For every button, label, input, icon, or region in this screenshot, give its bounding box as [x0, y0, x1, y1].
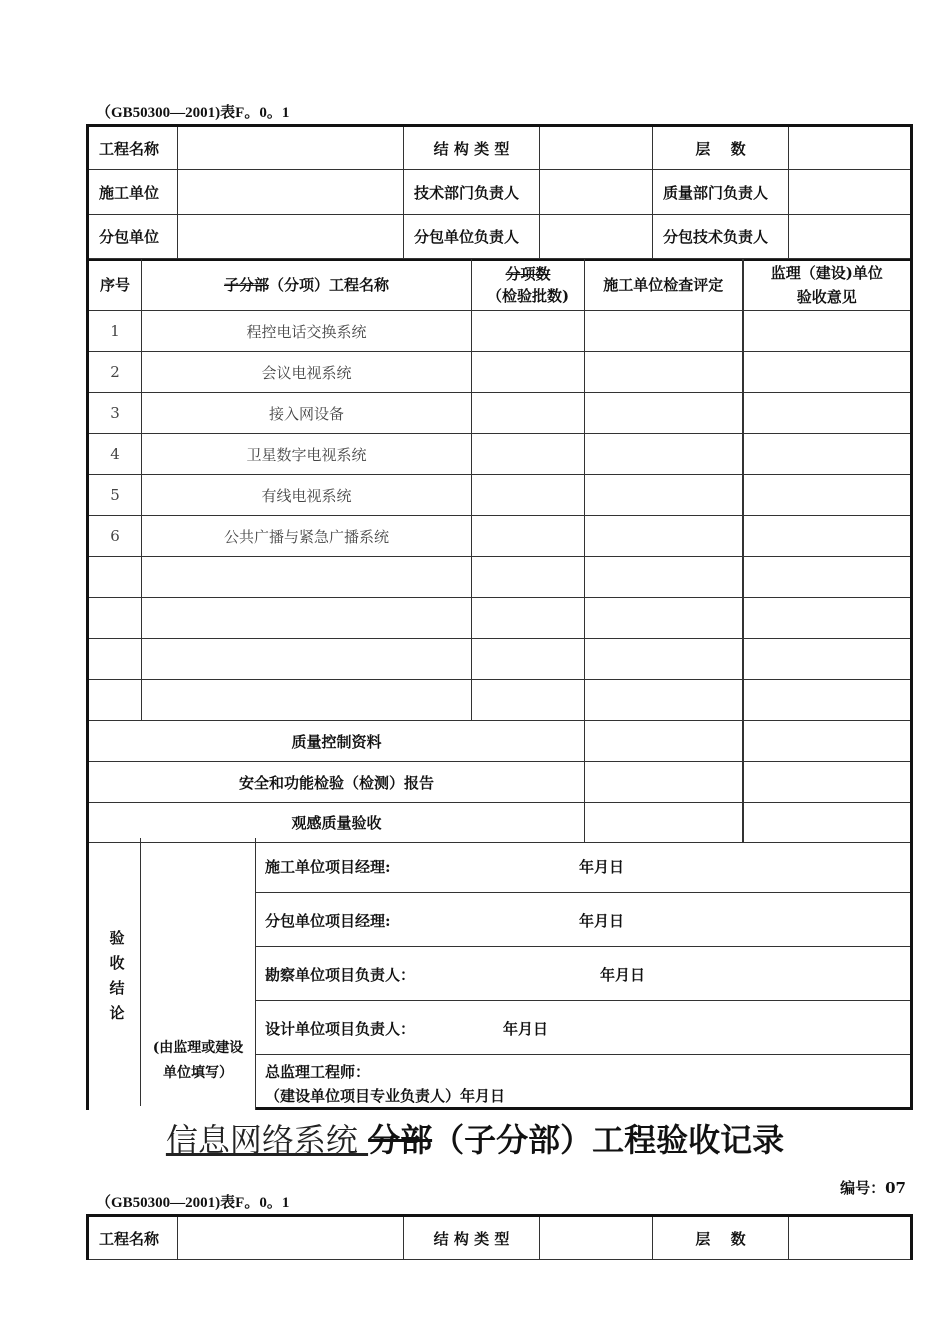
col-header-count — [472, 259, 585, 311]
signature-date: 年月日 — [579, 912, 625, 930]
row-no: 1 — [88, 311, 142, 352]
quality-head-label: 质量部门负责人 — [653, 170, 789, 215]
project-name-value[interactable] — [178, 126, 404, 170]
project-name-label: 工程名称 — [88, 1216, 178, 1260]
row-no: 4 — [88, 434, 142, 475]
row-count-cell[interactable] — [472, 680, 585, 721]
subcontract-tech-head-label: 分包技术负责人 — [653, 215, 789, 260]
row-supervision-cell[interactable] — [743, 598, 912, 639]
row-count-cell[interactable] — [472, 557, 585, 598]
row-no: 5 — [88, 475, 142, 516]
row-supervision-cell[interactable] — [743, 557, 912, 598]
project-name-label: 工程名称 — [88, 126, 178, 170]
table-row-empty — [88, 557, 912, 598]
row-check-cell[interactable] — [585, 393, 743, 434]
row-no-empty[interactable] — [88, 598, 142, 639]
conclusion-char: 收 — [109, 954, 125, 972]
table-row — [88, 311, 912, 352]
row-name: 接入网设备 — [142, 393, 472, 434]
row-supervision-cell[interactable] — [743, 311, 912, 352]
signature-label: 分包单位项目经理: — [265, 912, 391, 930]
table-row-empty — [88, 598, 912, 639]
subcontract-head-label: 分包单位负责人 — [404, 215, 540, 260]
title-rest: （子分部）工程验收记录 — [432, 1121, 785, 1159]
items-table — [86, 258, 913, 843]
conclusion-char: 论 — [109, 1004, 125, 1022]
conclusion-char: 验 — [109, 929, 125, 947]
structure-type-label: 结 构 类 型 — [404, 1216, 540, 1260]
row-name-empty[interactable] — [142, 680, 472, 721]
serial-number: 编号：07 — [840, 1179, 906, 1197]
signature-date: 年月日 — [600, 966, 646, 984]
signature-label: 设计单位项目负责人： — [265, 1020, 416, 1038]
row-supervision-cell[interactable] — [743, 352, 912, 393]
table-row — [88, 434, 912, 475]
safety-report-supervision[interactable] — [743, 762, 912, 803]
signature-row — [256, 838, 910, 893]
header-table — [86, 124, 913, 261]
project-name-value[interactable] — [178, 1216, 404, 1260]
col-header-name-rest: （分项）工程名称 — [269, 276, 390, 294]
signature-label: 施工单位项目经理: — [265, 858, 391, 876]
table-row — [88, 352, 912, 393]
signature-row — [256, 892, 910, 947]
row-supervision-cell[interactable] — [743, 434, 912, 475]
col-header-supervision — [743, 259, 912, 311]
row-supervision-cell[interactable] — [743, 680, 912, 721]
quality-head-value[interactable] — [789, 170, 912, 215]
signature-date: 年月日 — [503, 1020, 549, 1038]
signature-row — [256, 1000, 910, 1055]
construction-unit-value[interactable] — [178, 170, 404, 215]
floors-label: 层 数 — [653, 1216, 789, 1260]
chief-engineer-row — [265, 1060, 505, 1108]
row-count-cell[interactable] — [472, 516, 585, 557]
second-form-title — [0, 1115, 950, 1161]
table-row-empty — [88, 639, 912, 680]
row-no-empty[interactable] — [88, 680, 142, 721]
subcontract-unit-value[interactable] — [178, 215, 404, 260]
structure-type-label: 结 构 类 型 — [404, 126, 540, 170]
floors-value[interactable] — [789, 1216, 912, 1260]
row-no-empty[interactable] — [88, 557, 142, 598]
appearance-check[interactable] — [585, 803, 743, 843]
safety-report-label: 安全和功能检验（检测）报告 — [88, 762, 585, 803]
row-name-empty[interactable] — [142, 639, 472, 680]
appearance-supervision[interactable] — [743, 803, 912, 843]
row-count-cell[interactable] — [472, 598, 585, 639]
col-header-count-sub: （检验批数) — [486, 286, 570, 305]
row-supervision-cell[interactable] — [743, 516, 912, 557]
table-row — [88, 393, 912, 434]
conclusion-section — [86, 838, 910, 1110]
row-supervision-cell[interactable] — [743, 393, 912, 434]
col-header-supervision-line2: 验收意见 — [796, 287, 857, 306]
row-no: 3 — [88, 393, 142, 434]
col-header-supervision-line1: 监理（建设)单位 — [770, 263, 883, 282]
row-check-cell[interactable] — [585, 639, 743, 680]
row-name: 有线电视系统 — [142, 475, 472, 516]
standard-reference-2: （GB50300—2001)表F。0。1 — [96, 1195, 290, 1211]
table-row-empty — [88, 680, 912, 721]
row-no: 6 — [88, 516, 142, 557]
row-name: 公共广播与紧急广播系统 — [142, 516, 472, 557]
row-check-cell[interactable] — [585, 475, 743, 516]
signature-label: 勘察单位项目负责人： — [265, 966, 416, 984]
fill-note-line2: 单位填写） — [163, 1065, 233, 1081]
row-check-cell[interactable] — [585, 434, 743, 475]
col-header-name — [142, 259, 472, 311]
structure-type-value[interactable] — [540, 126, 653, 170]
row-name: 会议电视系统 — [142, 352, 472, 393]
tech-head-value[interactable] — [540, 170, 653, 215]
appearance-label: 观感质量验收 — [88, 803, 585, 843]
chief-engineer-line2: （建设单位项目专业负责人）年月日 — [265, 1087, 506, 1105]
floors-label: 层 数 — [653, 126, 789, 170]
fill-note-line1: (由监理或建设 — [152, 1040, 244, 1056]
row-check-cell[interactable] — [585, 516, 743, 557]
quality-docs-label: 质量控制资料 — [88, 721, 585, 762]
signature-date: 年月日 — [579, 858, 625, 876]
safety-report-check[interactable] — [585, 762, 743, 803]
fill-note — [141, 1036, 255, 1086]
chief-engineer-line1: 总监理工程师： — [265, 1063, 371, 1081]
row-check-cell[interactable] — [585, 598, 743, 639]
subcontract-tech-head-value[interactable] — [789, 215, 912, 260]
row-check-cell[interactable] — [585, 311, 743, 352]
conclusion-char: 结 — [109, 979, 125, 997]
row-name-empty[interactable] — [142, 557, 472, 598]
row-check-cell[interactable] — [585, 557, 743, 598]
standard-reference: （GB50300—2001)表F。0。1 — [96, 105, 290, 121]
row-supervision-cell[interactable] — [743, 475, 912, 516]
row-supervision-cell[interactable] — [743, 639, 912, 680]
signature-area — [256, 838, 913, 1110]
title-system-name: 信息网络系统 — [165, 1121, 369, 1159]
subcontract-head-value[interactable] — [540, 215, 653, 260]
row-count-cell[interactable] — [472, 475, 585, 516]
row-no: 2 — [88, 352, 142, 393]
row-check-cell[interactable] — [585, 680, 743, 721]
structure-type-value[interactable] — [540, 1216, 653, 1260]
row-name: 卫星数字电视系统 — [142, 434, 472, 475]
row-count-cell[interactable] — [472, 352, 585, 393]
col-header-count-strike: 分项数 — [505, 264, 551, 283]
title-strike: 分部 — [368, 1121, 433, 1159]
table-row — [88, 475, 912, 516]
construction-unit-label: 施工单位 — [88, 170, 178, 215]
header-table-2 — [86, 1214, 913, 1260]
col-header-name-strike: 子分部 — [223, 276, 269, 294]
table-row — [88, 516, 912, 557]
row-count-cell[interactable] — [472, 393, 585, 434]
floors-value[interactable] — [789, 126, 912, 170]
quality-docs-supervision[interactable] — [743, 721, 912, 762]
subcontract-unit-label: 分包单位 — [88, 215, 178, 260]
row-name-empty[interactable] — [142, 598, 472, 639]
quality-docs-check[interactable] — [585, 721, 743, 762]
row-count-cell[interactable] — [472, 434, 585, 475]
row-count-cell[interactable] — [472, 311, 585, 352]
col-header-no: 序号 — [88, 259, 142, 311]
tech-head-label: 技术部门负责人 — [404, 170, 540, 215]
row-count-cell[interactable] — [472, 639, 585, 680]
conclusion-label — [107, 926, 127, 1026]
row-name: 程控电话交换系统 — [142, 311, 472, 352]
col-header-check: 施工单位检查评定 — [585, 259, 743, 311]
signature-row — [256, 946, 910, 1001]
row-check-cell[interactable] — [585, 352, 743, 393]
row-no-empty[interactable] — [88, 639, 142, 680]
